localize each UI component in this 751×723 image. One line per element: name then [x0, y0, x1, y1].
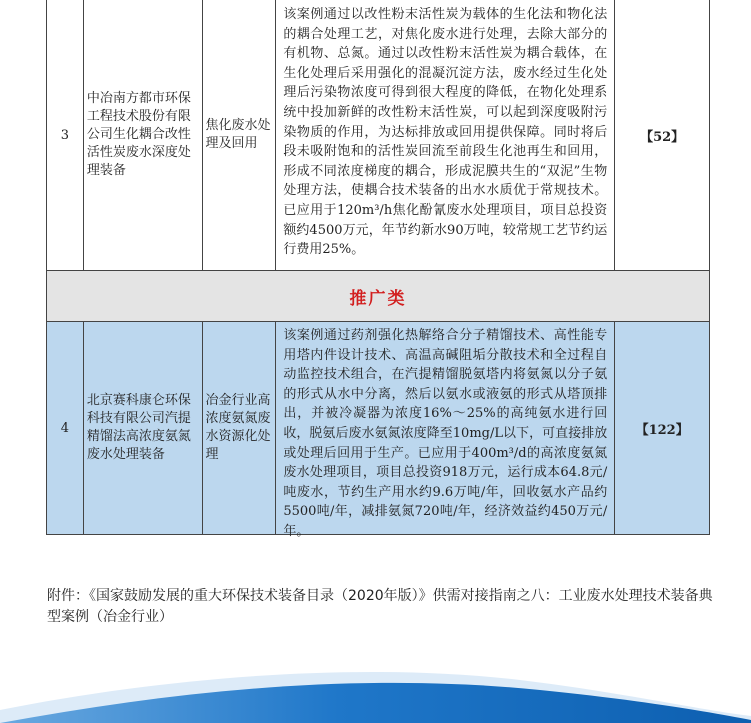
attachment-note: 附件：《国家鼓励发展的重大环保技术装备目录（2020年版）》供需对接指南之八：工业废水处理技术装备典型案例（冶金行业）: [47, 588, 713, 625]
company-equipment-cell: 北京赛科康仑环保科技有限公司汽提精馏法高浓度氨氮废水处理装备: [84, 322, 203, 534]
case-description-cell: 该案例通过药剂强化热解络合分子精馏技术、高性能专用塔内件设计技术、高温高碱阻垢分散技术和全过程自动监控技术组合，在汽提精馏脱氨塔内将氨氮以分子氨的形式从水中分离，然后以氨水或液氨的形式从塔顶排出，并被冷凝器为浓度16%～25%的高纯氨水进行回收，脱氨后废水氨氮浓度降至10mg/L以下，可直接排放或处理后回用于生产。已应用于400m³/d的高浓度氨氮废水处理项目，项目总投资918万元，运行成本64.8元/吨废水，节约生产用水约9.6万吨/年，回收氨水产品约5500吨/年，减排氨氮720吨/年，经济效益约450万元/年。: [276, 322, 615, 534]
table-row: [47, 322, 709, 539]
table-row: [47, 0, 709, 271]
application-field-cell: 焦化废水处理及回用: [203, 0, 277, 270]
row-index: 4: [47, 322, 84, 534]
case-table: [46, 0, 710, 539]
company-equipment-cell: 中冶南方都市环保工程技术股份有限公司生化耦合改性活性炭废水深度处理装备: [84, 0, 203, 270]
decorative-wave: [0, 650, 751, 723]
reference-number: 【52】: [640, 129, 685, 145]
row-index: 3: [47, 0, 84, 270]
category-row: [47, 271, 709, 322]
application-field-cell: 冶金行业高浓度氨氮废水资源化处理: [203, 322, 277, 534]
category-heading: 推广类: [349, 288, 407, 309]
case-description-cell: 该案例通过以改性粉末活性炭为载体的生化法和物化法的耦合处理工艺，对焦化废水进行处理，去除大部分的有机物、总氮。通过以改性粉末活性炭为耦合载体，在生化处理后采用强化的混凝沉淀方法，废水经过生化处理后污染物浓度可得到很大程度的降低，在物化处理系统中投加新鲜的改性粉末活性炭，可以起到深度吸附污染物质的作用，为达标排放或回用提供保障。同时将后段未吸附饱和的活性炭回流至前段生化池再生和回用，形成不同浓度梯度的耦合，形成泥膜共生的“双泥”生物处理方法，使耦合技术装备的出水水质优于常规技术。已应用于120m³/h焦化酚氰废水处理项目，项目总投资额约4500万元，年节约新水90万吨，较常规工艺节约运行费用25%。: [276, 0, 615, 270]
reference-number: 【122】: [635, 422, 689, 438]
